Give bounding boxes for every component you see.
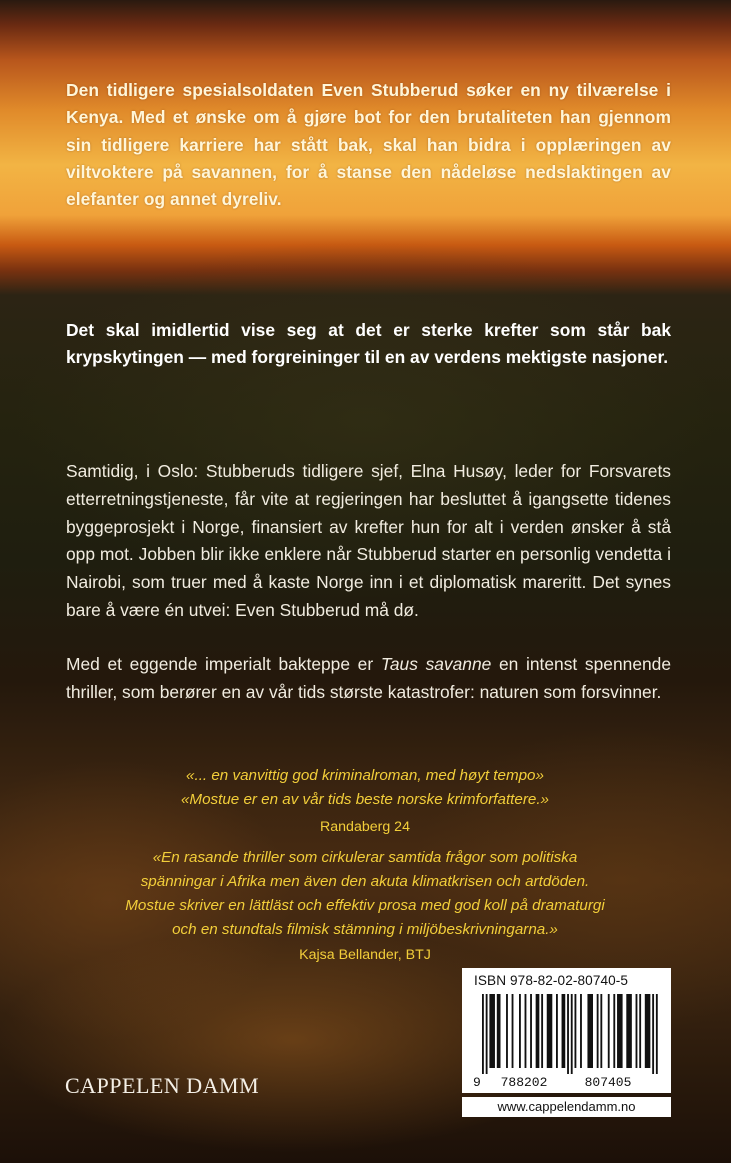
barcode-bar [636,994,638,1068]
review-quote-1 [60,764,670,812]
blurb-paragraph-4-start: Med et eggende imperialt bakteppe er [66,654,381,674]
barcode-bar [600,994,602,1068]
review-quote-2 [60,846,670,942]
barcode-bar [506,994,508,1068]
barcode-bar [536,994,540,1068]
review-quote-2-line-3: Mostue skriver en lättläst och effektiv prosa med god koll på dramaturgi [125,897,605,914]
barcode-bar [486,994,488,1074]
barcode-bar [525,994,527,1068]
barcode-bar [530,994,532,1068]
review-quote-1-line-2: «Mostue er en av vår tids beste norske krimforfattere.» [180,791,550,808]
barcode [468,992,665,1090]
blurb-paragraph-2: Det skal imidlertid vise seg at det er sterke krefter som står bak krypskytingen — med forgreininger til en av verdens mektigste nasjoner. [66,320,671,368]
barcode-digit-group-1: 9 [473,1075,481,1090]
barcode-bar [567,994,569,1074]
website-url: www.cappelendamm.no [462,1097,671,1117]
barcode-bar [626,994,632,1068]
barcode-bar [656,994,658,1074]
barcode-bar [541,994,543,1068]
review-source-2: Kajsa Bellander, BTJ [299,947,431,963]
barcode-bar [497,994,501,1068]
isbn-label: ISBN 978-82-02-80740-5 [474,973,629,988]
review-quote-2-line-1: «En rasande thriller som cirkulerar samtida frågor som politiska [152,849,578,866]
review-quote-2-line-2: spänningar i Afrika men även den akuta klimatkrisen och artdöden. [140,873,590,890]
review-quote-1-line-1: «... en vanvittig god kriminalroman, med høyt tempo» [186,767,544,784]
review-source-1: Randaberg 24 [320,819,410,835]
barcode-bar [617,994,623,1068]
barcode-digit-group-3: 807405 [584,1075,632,1090]
barcode-bar [519,994,521,1068]
barcode-bar [562,994,566,1068]
barcode-bar [547,994,553,1068]
barcode-bar [489,994,495,1068]
blurb-paragraph-4 [66,651,671,706]
barcode-bar [580,994,582,1068]
blurb-paragraph-4-end: en intenst spennende thriller, som berører en av vår tids største katastrofer: naturen som forsvinner. [66,654,672,702]
book-title: Taus savanne [380,654,492,674]
barcode-bar [587,994,593,1068]
review-quote-2-line-4: och en stundtals filmisk stämning i miljöbeskrivningarna.» [172,921,558,938]
barcode-bar [575,994,577,1068]
barcode-bar [608,994,610,1068]
blurb-paragraph-3: Samtidig, i Oslo: Stubberuds tidligere sjef, Elna Husøy, leder for Forsvarets etterretningstjeneste, får vite at regjeringen har besluttet å igangsette tidenes byggeprosjekt i Norge, finansiert av krefter hun for alt i verden ønsker å stå opp mot. Jobben blir ikke enklere når Stubberud starter en personlig vendetta i Nairobi, som truer med å kaste Norge inn i et diplomatisk mareritt. Det synes bare å være én utvei: Even Stubberud må dø. [66,461,671,620]
barcode-bar [512,994,514,1068]
barcode-bar [645,994,651,1068]
barcode-bar [482,994,484,1074]
blurb-paragraph-1: Den tidligere spesialsoldaten Even Stubberud søker en ny tilværelse i Kenya. Med et ønske om å gjøre bot for den brutaliteten han gjennom sin tidligere karriere har stått bak, skal han bidra i opplæringen av viltvoktere på savannen, for å stanse den nådeløse nedslaktingen av elefanter og annet dyreliv. [66,80,671,210]
barcode-digit-group-2: 788202 [500,1075,548,1090]
barcode-bar [613,994,615,1068]
barcode-box [462,968,671,1093]
barcode-bar [597,994,599,1068]
barcode-bar [639,994,641,1068]
barcode-bar [652,994,654,1074]
publisher-logo: CAPPELEN DAMM [65,1073,260,1098]
barcode-bar [571,994,573,1074]
barcode-bar [556,994,558,1068]
